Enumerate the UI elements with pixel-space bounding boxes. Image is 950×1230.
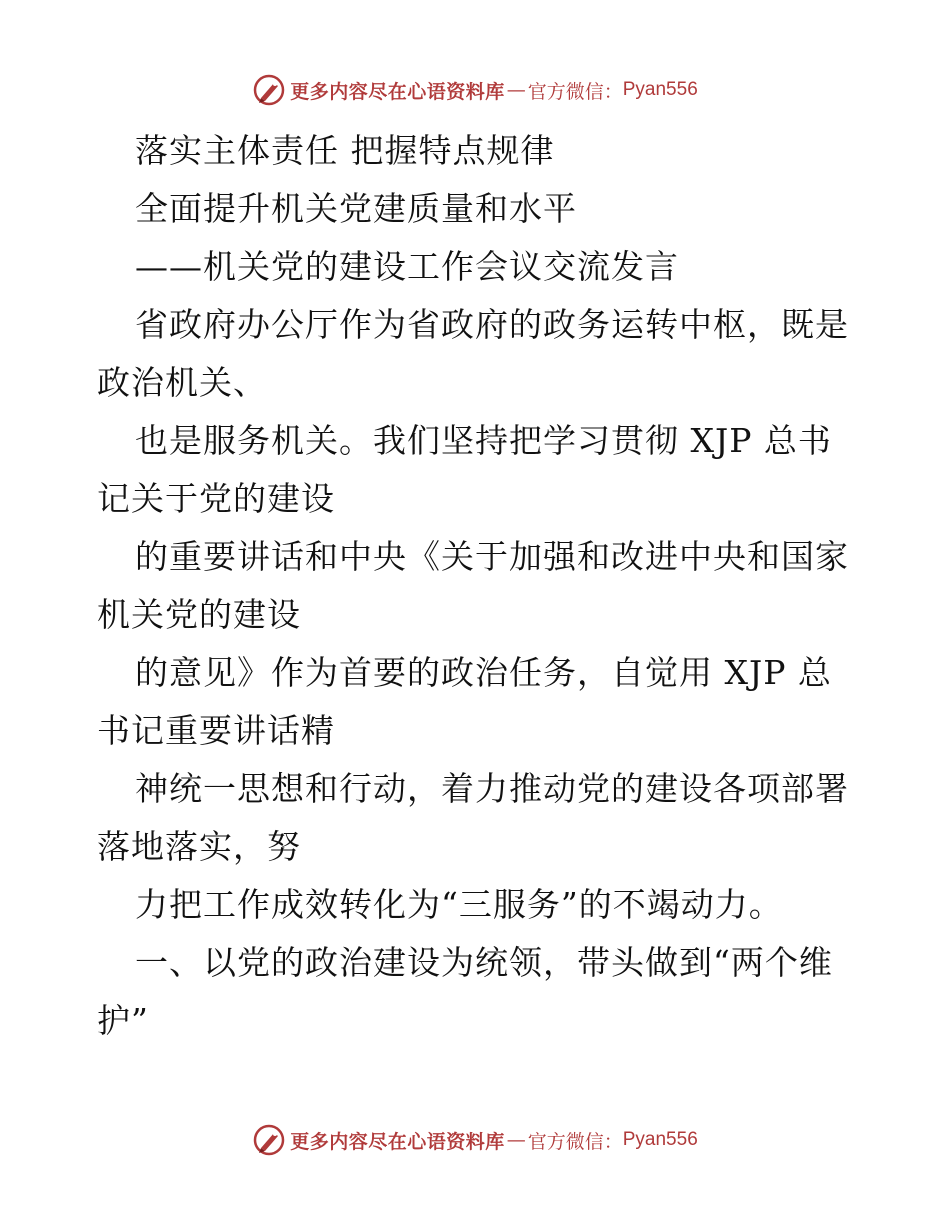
pen-logo-icon [252,73,286,107]
paragraph-line: 神统一思想和行动，着力推动党的建设各项部署 [135,769,849,808]
title-line-1: 落实主体责任 把握特点规律 [135,131,555,170]
watermark-separator: — [506,79,526,101]
paragraph-line: 省政府办公厅作为省政府的政务运转中枢，既是 [135,305,849,344]
subtitle: ——机关党的建设工作会议交流发言 [135,247,679,286]
footer-watermark [0,1120,950,1160]
paragraph-line: 机关党的建设 [97,595,301,634]
paragraph-line: 政治机关、 [97,363,267,402]
pen-logo-icon [252,1123,286,1157]
paragraph-line: 的意见》作为首要的政治任务，自觉用 XJP 总 [135,653,832,692]
paragraph-line: 也是服务机关。我们坚持把学习贯彻 XJP 总书 [135,421,832,460]
watermark-separator: — [506,1129,526,1151]
watermark-wechat-id: Pyan556 [622,79,698,100]
watermark-wechat-label: 官方微信： [527,80,623,103]
document-body [97,122,857,1050]
section-heading-continued: 护” [97,1001,149,1040]
watermark-wechat-label: 官方微信： [527,1130,623,1153]
paragraph-line: 书记重要讲话精 [97,711,335,750]
title-line-2: 全面提升机关党建质量和水平 [135,189,577,228]
section-heading: 一、以党的政治建设为统领，带头做到“两个维 [135,943,833,982]
watermark-text: 更多内容尽在心语资料库 [290,80,505,103]
watermark-text: 更多内容尽在心语资料库 [290,1130,505,1153]
paragraph-line: 力把工作成效转化为“三服务”的不竭动力。 [135,885,783,924]
paragraph-line: 记关于党的建设 [97,479,335,518]
paragraph-line: 落地落实，努 [97,827,301,866]
watermark-wechat-id: Pyan556 [622,1129,698,1150]
header-watermark [0,70,950,110]
paragraph-line: 的重要讲话和中央《关于加强和改进中央和国家 [135,537,849,576]
